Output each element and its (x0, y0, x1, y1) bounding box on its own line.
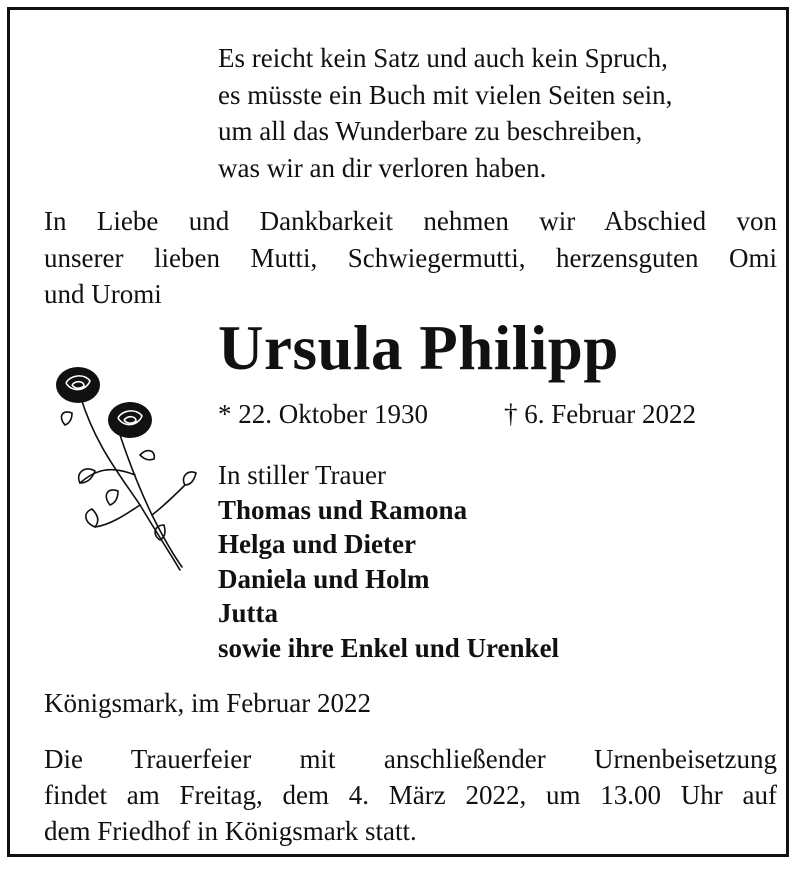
place-date: Königsmark, im Februar 2022 (44, 688, 371, 718)
life-dates (218, 396, 778, 432)
intro-line: und Uromi (44, 279, 162, 309)
poem (218, 40, 778, 186)
mourner-name: Jutta (218, 598, 278, 628)
mourners-list (218, 458, 778, 665)
funeral-line: findet am Freitag, dem 4. März 2022, um 13.00 Uhr auf (44, 780, 777, 810)
mourners-heading: In stiller Trauer (218, 460, 386, 490)
intro-text (44, 203, 777, 313)
poem-line: Es reicht kein Satz und auch kein Spruch, (218, 43, 668, 73)
poem-line: um all das Wunderbare zu beschreiben, (218, 116, 643, 146)
funeral-line: dem Friedhof in Königsmark statt. (44, 816, 417, 846)
mourner-name: Helga und Dieter (218, 529, 416, 559)
funeral-info (44, 741, 777, 849)
mourner-name: sowie ihre Enkel und Urenkel (218, 632, 560, 663)
death-date: † 6. Februar 2022 (504, 399, 696, 429)
poem-line: was wir an dir verloren haben. (218, 152, 547, 183)
mourner-name: Thomas und Ramona (218, 494, 468, 525)
obituary-notice (7, 7, 789, 857)
rose-icon (40, 355, 200, 585)
birth-date: * 22. Oktober 1930 (218, 399, 428, 429)
deceased-name: Ursula Philipp (218, 313, 619, 383)
mourner-name: Daniela und Holm (218, 563, 430, 594)
funeral-line: Die Trauerfeier mit anschließender Urnenbeisetzung (44, 744, 777, 774)
intro-line: unserer lieben Mutti, Schwiegermutti, herzensguten Omi (44, 242, 777, 273)
intro-line: In Liebe und Dankbarkeit nehmen wir Abschied von (44, 206, 777, 236)
poem-line: es müsste ein Buch mit vielen Seiten sein, (218, 79, 673, 110)
